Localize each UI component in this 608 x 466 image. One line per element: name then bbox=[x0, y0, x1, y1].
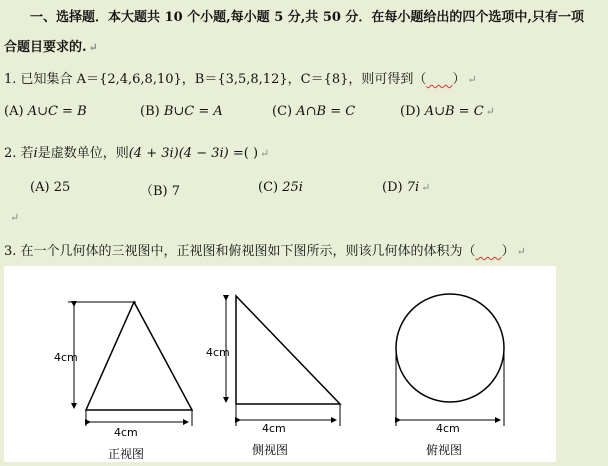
q3-stem-text: 3. 在一个几何体的三视图中，正视图和俯视图如下图所示，则该几何体的体积为（ bbox=[4, 244, 476, 259]
q2-option-c-value: 25i bbox=[282, 180, 303, 195]
three-view-figure bbox=[4, 266, 556, 462]
q1-prefix: 1. 已知集合 A＝ bbox=[4, 72, 100, 87]
q1-answer-blank bbox=[426, 72, 452, 87]
q2-option-a-value: 25 bbox=[53, 180, 71, 195]
q1-option-d-expr: A∪B = C bbox=[424, 104, 484, 119]
front-view-width-label: 4cm bbox=[114, 426, 138, 439]
q2-prefix: 2. 若 bbox=[4, 146, 34, 161]
q2-option-d-label: (D) bbox=[382, 180, 403, 195]
q1-suffix: ，则可得到（ bbox=[348, 72, 427, 87]
q2-option-a-label: (A) bbox=[30, 180, 50, 195]
q1-set-a: {2,4,6,8,10} bbox=[99, 72, 182, 87]
q2-option-a bbox=[30, 180, 70, 195]
side-view-caption: 侧视图 bbox=[252, 443, 289, 457]
q1-option-b bbox=[140, 104, 223, 119]
q1-set-c-prefix: ，C＝ bbox=[287, 72, 324, 87]
paragraph-mark-icon: ↵ bbox=[516, 245, 526, 258]
q2-answer-paren: ( ) bbox=[243, 146, 259, 161]
section-header-line1 bbox=[30, 6, 584, 25]
q1-option-b-expr: B∪C = A bbox=[163, 104, 223, 119]
paragraph-mark-icon: ↵ bbox=[88, 41, 98, 54]
q1-option-d-label: (D) bbox=[400, 104, 421, 119]
top-view-circle bbox=[396, 294, 504, 402]
paragraph-mark-icon: ↵ bbox=[260, 147, 270, 160]
q1-option-a-expr: A∪C = B bbox=[27, 104, 87, 119]
side-view-height-label: 4cm bbox=[206, 346, 230, 359]
front-view bbox=[54, 302, 192, 461]
question-3-stem bbox=[4, 240, 526, 259]
top-view bbox=[396, 294, 504, 457]
section-header-line2 bbox=[4, 36, 98, 55]
front-view-caption: 正视图 bbox=[108, 447, 145, 461]
top-view-caption: 俯视图 bbox=[426, 443, 463, 457]
q1-option-a-label: (A) bbox=[4, 104, 24, 119]
q2-option-b-value: 7 bbox=[171, 184, 181, 199]
front-view-triangle bbox=[86, 302, 192, 410]
q1-set-b: {3,5,8,12} bbox=[217, 72, 288, 87]
section-header-text: 一、选择题．本大题共 10 个小题,每小题 5 分,共 50 分．在每小题给出的四个选项中,只有一项 bbox=[30, 10, 584, 25]
q2-option-d-value: 7i bbox=[406, 180, 420, 195]
q1-option-c-expr: A∩B = C bbox=[296, 104, 356, 119]
paragraph-mark-icon: ↵ bbox=[485, 105, 495, 118]
q2-i-variable: i bbox=[33, 146, 38, 161]
q2-option-d bbox=[382, 180, 430, 195]
q1-set-b-prefix: ，B＝ bbox=[181, 72, 218, 87]
question-1-stem bbox=[4, 68, 477, 87]
q1-close: ） bbox=[452, 72, 466, 87]
question-2-stem bbox=[4, 142, 269, 161]
q1-option-b-label: (B) bbox=[140, 104, 160, 119]
q1-set-c: {8} bbox=[323, 72, 349, 87]
side-view bbox=[206, 296, 340, 457]
q2-mid: 是虚数单位，则 bbox=[37, 146, 129, 161]
paragraph-mark-icon: ↵ bbox=[467, 73, 477, 86]
q3-answer-blank bbox=[476, 244, 502, 259]
q2-expression: (4 + 3i)(4 − 3i) = bbox=[128, 146, 244, 161]
q3-close: ） bbox=[501, 244, 515, 259]
top-view-width-label: 4cm bbox=[436, 422, 460, 435]
q1-option-d bbox=[400, 104, 495, 119]
q2-option-b-label: （B) bbox=[140, 184, 168, 199]
paragraph-mark-icon: ↵ bbox=[421, 181, 431, 194]
q2-option-b bbox=[140, 180, 180, 199]
side-view-triangle bbox=[236, 296, 340, 404]
three-view-svg bbox=[4, 266, 556, 462]
front-view-height-label: 4cm bbox=[54, 351, 78, 364]
q2-option-c-label: (C) bbox=[258, 180, 279, 195]
section-header-text-cont: 合题目要求的. bbox=[4, 40, 87, 55]
paragraph-mark-icon: ↵ bbox=[10, 211, 20, 224]
q1-option-c bbox=[272, 104, 355, 119]
q1-option-a bbox=[4, 104, 87, 119]
side-view-width-label: 4cm bbox=[262, 422, 286, 435]
empty-paragraph bbox=[8, 210, 19, 225]
q2-option-c bbox=[258, 180, 303, 195]
q1-option-c-label: (C) bbox=[272, 104, 293, 119]
